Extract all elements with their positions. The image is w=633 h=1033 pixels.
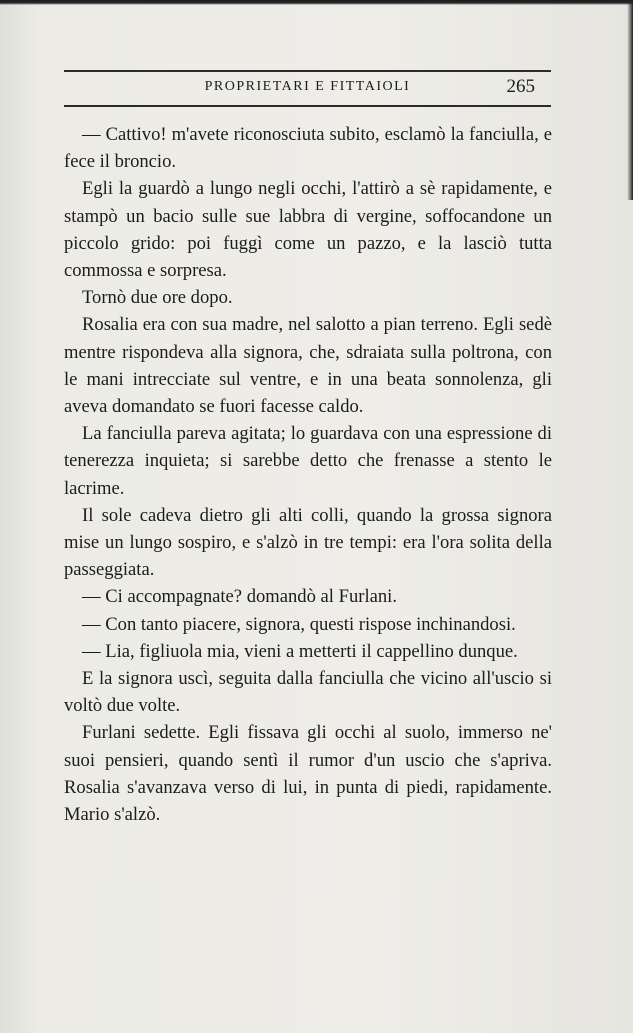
paragraph: Furlani sedette. Egli fissava gli occhi al suolo, immerso ne' suoi pensieri, quando sentì il rumor d'un uscio che s'apriva. Rosalia s'avanzava verso di lui, in punta di piedi, rapidamente. Mario s'alzò.: [64, 722, 552, 826]
page-right-shadow: [627, 0, 633, 200]
header-top-rule: [64, 70, 551, 72]
page-header: [64, 70, 551, 108]
paragraph: — Lia, figliuola mia, vieni a metterti il cappellino dunque.: [82, 640, 518, 662]
paragraph: — Ci accompagnate? domandò al Furlani.: [82, 586, 397, 608]
page-number: 265: [506, 76, 535, 97]
running-title: PROPRIETARI E FITTAIOLI: [204, 79, 411, 94]
paragraph: La fanciulla pareva agitata; lo guardava con una espressione di tenerezza inquieta; si sarebbe detto che frenasse a stento le lacrime.: [64, 423, 552, 499]
body-text: [64, 121, 552, 828]
paragraph: — Con tanto piacere, signora, questi rispose inchinandosi.: [82, 613, 516, 635]
paragraph: Egli la guardò a lungo negli occhi, l'attirò a sè rapidamente, e stampò un bacio sulle sue labbra di vergine, soffocandone un piccolo grido: poi fuggì come un pazzo, e la lasciò tutta commossa e sorpresa.: [64, 178, 552, 282]
paragraph: Rosalia era con sua madre, nel salotto a pian terreno. Egli sedè mentre rispondeva alla signora, che, sdraiata sulla poltrona, con le mani intrecciate sul ventre, e in una beata sonnolenza, gli aveva domandato se fuori facesse caldo.: [64, 314, 552, 418]
paragraph: E la signora uscì, seguita dalla fanciulla che vicino all'uscio si voltò due volte.: [64, 668, 552, 717]
paragraph: Il sole cadeva dietro gli alti colli, quando la grossa signora mise un lungo sospiro, e s'alzò in tre tempi: era l'ora solita della passeggiata.: [64, 504, 552, 581]
header-bottom-rule: [64, 105, 551, 107]
paragraph: — Cattivo! m'avete riconosciuta subito, esclamò la fanciulla, e fece il broncio.: [64, 124, 552, 173]
paragraph: Tornò due ore dopo.: [82, 287, 233, 309]
page-top-shadow: [0, 0, 633, 5]
